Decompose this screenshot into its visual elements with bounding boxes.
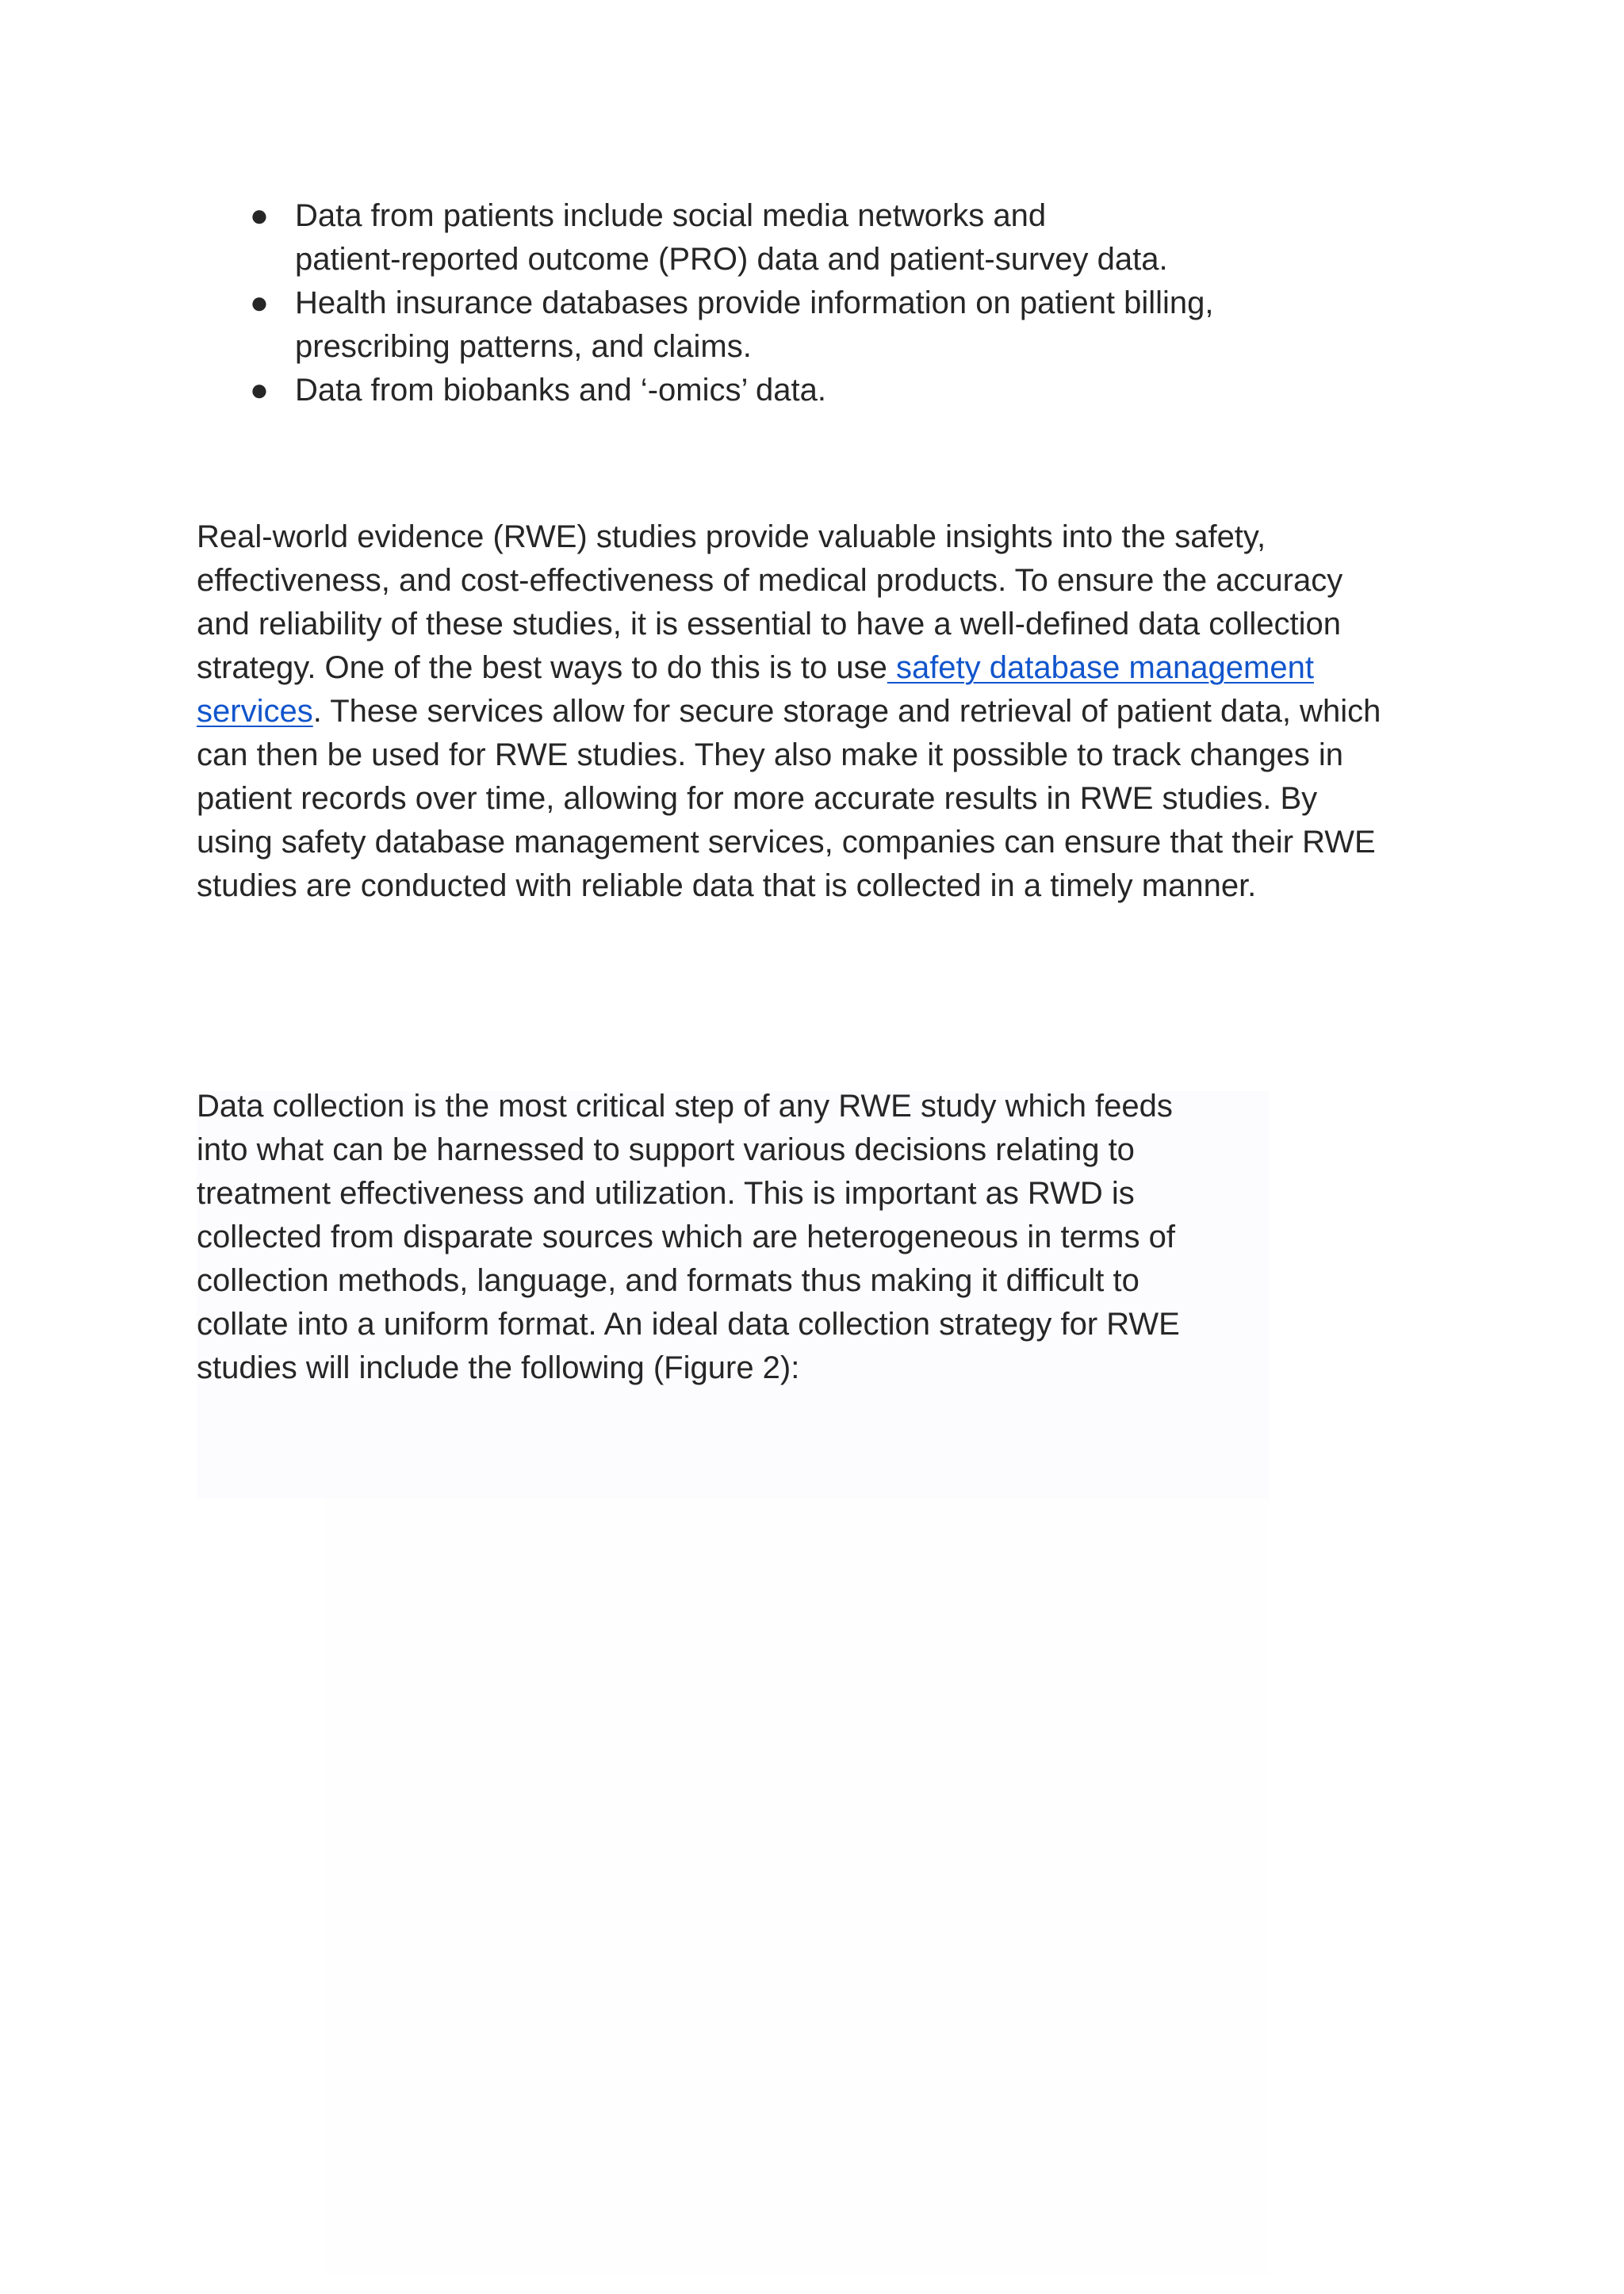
paragraph-line: effectiveness, and cost-effectiveness of medical products. To ensure the accuracy (197, 563, 1343, 598)
bullet-item-health-insurance (249, 281, 1326, 369)
figure-placeholder-column (325, 1499, 1269, 2276)
paragraph-line: patient records over time, allowing for more accurate results in RWE studies. By (197, 781, 1318, 816)
data-collection-paragraph (197, 1085, 1251, 1390)
bullet-dot-icon: ● (249, 285, 270, 320)
paragraph-line: studies are conducted with reliable data that is collected in a timely manner. (197, 868, 1257, 903)
bullet-text-line: Data from biobanks and ‘-omics’ data. (295, 373, 826, 408)
paragraph-line: strategy. One of the best ways to do this is to use (197, 650, 887, 685)
bullet-text-line: prescribing patterns, and claims. (295, 329, 752, 364)
bullet-item-patients (249, 194, 1326, 281)
data-sources-bullet-list (249, 194, 1326, 412)
paragraph-line: treatment effectiveness and utilization. This is important as RWD is (197, 1176, 1135, 1211)
paragraph-line: collected from disparate sources which are heterogeneous in terms of (197, 1220, 1175, 1254)
paragraph-line: collection methods, language, and formats thus making it difficult to (197, 1263, 1139, 1298)
rwe-studies-paragraph (197, 515, 1434, 908)
paragraph-line: . These services allow for secure storage and retrieval of patient data, which (312, 694, 1381, 729)
bullet-text-line: patient-reported outcome (PRO) data and patient-survey data. (295, 242, 1168, 277)
bullet-dot-icon: ● (249, 373, 270, 408)
paragraph-line: Real-world evidence (RWE) studies provide valuable insights into the safety, (197, 519, 1266, 554)
bullet-dot-icon: ● (249, 198, 270, 233)
paragraph-line: collate into a uniform format. An ideal data collection strategy for RWE (197, 1307, 1180, 1342)
safety-database-management-link[interactable]: safety database management (887, 650, 1314, 685)
bullet-text-line: Data from patients include social media networks and (295, 198, 1047, 233)
bullet-item-biobanks (249, 369, 1326, 412)
paragraph-line: and reliability of these studies, it is essential to have a well-defined data collection (197, 607, 1342, 641)
paragraph-line: studies will include the following (Figure 2): (197, 1350, 800, 1385)
paragraph-line: using safety database management services, companies can ensure that their RWE (197, 825, 1376, 860)
paragraph-line: into what can be harnessed to support various decisions relating to (197, 1132, 1135, 1167)
safety-database-management-link-continued[interactable]: services (197, 694, 313, 729)
bullet-text-line: Health insurance databases provide information on patient billing, (295, 285, 1214, 320)
paragraph-line: Data collection is the most critical step of any RWE study which feeds (197, 1089, 1173, 1124)
paragraph-line: can then be used for RWE studies. They also make it possible to track changes in (197, 737, 1343, 772)
